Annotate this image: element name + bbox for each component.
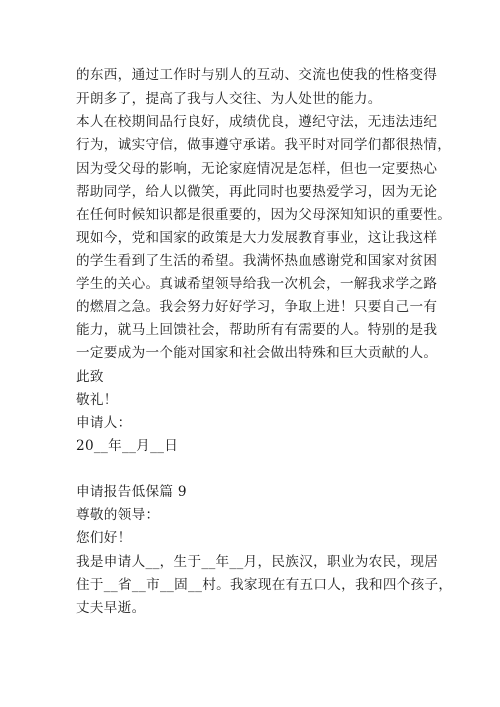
body-line: 的学生看到了生活的希望。我满怀热血感谢党和国家对贫困 bbox=[76, 253, 438, 269]
body-line: 的燃眉之急。我会努力好好学习，争取上进！只要自己一有 bbox=[76, 299, 438, 315]
body-line: 本人在校期间品行良好，成绩优良，遵纪守法，无违法违纪 bbox=[76, 114, 438, 130]
body-line: 的东西，通过工作时与别人的互动、交流也使我的性格变得 bbox=[76, 67, 438, 83]
body-line: 因为受父母的影响，无论家庭情况是怎样，但也一定要热心 bbox=[76, 161, 438, 177]
body-line: 住于__省__市__固__村。我家现在有五口人，我和四个孩子， bbox=[76, 577, 453, 593]
body-line: 行为，诚实守信，做事遵守承诺。我平时对同学们都很热情， bbox=[76, 137, 452, 153]
body-line: 现如今，党和国家的政策是大力发展教育事业，这让我这样 bbox=[76, 230, 438, 246]
body-line: 我是申请人__，生于__年__月，民族汉，职业为农民，现居 bbox=[76, 554, 439, 570]
greeting: 您们好！ bbox=[76, 530, 132, 546]
section-title: 申请报告低保篇 9 bbox=[76, 484, 187, 500]
salutation: 尊敬的领导： bbox=[76, 507, 160, 523]
body-line: 能力，就马上回馈社会，帮助所有有需要的人。特别的是我 bbox=[76, 322, 438, 338]
closing-jingli: 敬礼！ bbox=[76, 392, 118, 408]
date-line: 20__年__月__日 bbox=[76, 438, 179, 454]
body-line: 一定要成为一个能对国家和社会做出特殊和巨大贡献的人。 bbox=[76, 345, 438, 361]
applicant-label: 申请人： bbox=[76, 415, 132, 431]
body-line: 在任何时候知识都是很重要的，因为父母深知知识的重要性。 bbox=[76, 207, 452, 223]
body-line: 开朗多了，提高了我与人交往、为人处世的能力。 bbox=[76, 91, 382, 107]
body-line: 帮助同学，给人以微笑，再此同时也要热爱学习，因为无论 bbox=[76, 184, 438, 200]
closing-cizhi: 此致 bbox=[76, 369, 104, 385]
body-line: 丈夫早逝。 bbox=[76, 600, 146, 616]
body-line: 学生的关心。真诚希望领导给我一次机会，一解我求学之路 bbox=[76, 276, 438, 292]
